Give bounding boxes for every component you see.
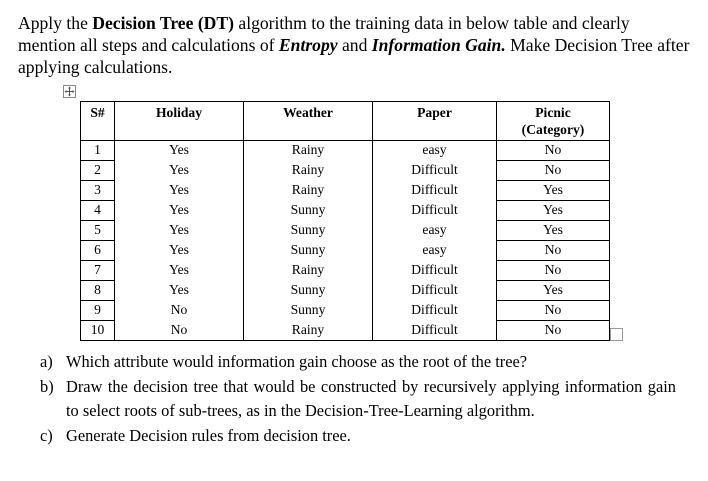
cell-category-text: Yes [543, 282, 563, 297]
cell-id-text: 2 [94, 162, 101, 177]
table-row [81, 281, 610, 301]
training-data-table [80, 101, 610, 341]
question-marker: a) [40, 352, 53, 371]
header-category-line2: (Category) [521, 122, 585, 137]
cell-holiday [115, 201, 244, 221]
cell-weather-text: Sunny [290, 221, 326, 237]
cell-weather-text: Sunny [290, 281, 326, 297]
header-category [497, 102, 610, 141]
cell-weather [244, 301, 373, 321]
table-row [81, 241, 610, 261]
cell-category [497, 141, 610, 161]
cell-category [497, 261, 610, 281]
cell-holiday-text: Yes [169, 181, 189, 197]
intro-text-4: Make Decision Tree after applying calculations. [18, 35, 690, 77]
header-category-line1: Picnic [535, 105, 571, 120]
cell-id [81, 181, 115, 201]
cell-weather-text: Sunny [290, 301, 326, 317]
cell-id [81, 201, 115, 221]
cell-weather-text: Sunny [290, 201, 326, 217]
question-item [40, 350, 676, 375]
cell-category-text: Yes [543, 222, 563, 237]
cell-paper [373, 161, 497, 181]
header-weather: Weather [244, 102, 373, 141]
move-cross-icon[interactable] [63, 85, 76, 98]
cell-id-text: 7 [94, 262, 101, 277]
cell-id [81, 261, 115, 281]
cell-id-text: 9 [94, 302, 101, 317]
cell-paper [373, 281, 497, 301]
cell-holiday-text: Yes [169, 201, 189, 217]
cell-weather [244, 221, 373, 241]
cell-weather [244, 261, 373, 281]
cell-holiday-text: Yes [169, 161, 189, 177]
cell-paper [373, 301, 497, 321]
cell-holiday-text: Yes [169, 261, 189, 277]
question-marker: c) [40, 425, 53, 445]
intro-text-2: algorithm to the training data in below table and clearly mention all steps and calculations of [18, 13, 630, 55]
cell-weather-text: Sunny [290, 241, 326, 257]
cell-weather-text: Rainy [291, 261, 325, 277]
cell-category-text: No [544, 142, 562, 157]
cell-holiday [115, 261, 244, 281]
cell-holiday-text: Yes [169, 281, 189, 297]
intro-text-3: and [337, 35, 372, 55]
cell-holiday [115, 241, 244, 261]
cell-holiday-text: Yes [169, 241, 189, 257]
cell-paper-text: easy [422, 142, 447, 157]
table-row [81, 141, 610, 161]
cell-id-text: 10 [90, 322, 105, 337]
intro-bold-dt: Decision Tree (DT) [92, 13, 234, 33]
cell-weather [244, 181, 373, 201]
cell-paper-text: Difficult [411, 161, 458, 177]
cell-paper-text: Difficult [411, 201, 458, 217]
cell-weather [244, 281, 373, 301]
cell-holiday [115, 321, 244, 341]
header-id: S# [81, 102, 115, 141]
cell-category-text: No [544, 242, 562, 257]
cell-holiday [115, 141, 244, 161]
cell-paper-text: Difficult [411, 261, 458, 277]
cell-paper-text: Difficult [411, 281, 458, 297]
cell-id [81, 161, 115, 181]
cell-category [497, 321, 610, 341]
cell-paper [373, 201, 497, 221]
table-row [81, 161, 610, 181]
cell-weather [244, 321, 373, 341]
cell-paper-text: Difficult [411, 321, 458, 337]
cell-paper [373, 141, 497, 161]
question-item [40, 424, 676, 449]
question-text: Draw the decision tree that would be constructed by recursively applying information gain to select roots of sub-trees, as in the Decision-Tree-Learning algorithm. [66, 376, 676, 420]
cell-category-text: No [544, 262, 562, 277]
cell-holiday [115, 301, 244, 321]
header-paper: Paper [373, 102, 497, 141]
cell-holiday-text: Yes [169, 221, 189, 237]
table-row [81, 301, 610, 321]
table-row [81, 201, 610, 221]
cell-id-text: 3 [94, 182, 101, 197]
cell-id-text: 1 [94, 142, 101, 157]
questions-list [40, 350, 676, 448]
cell-holiday [115, 161, 244, 181]
cell-id-text: 6 [94, 242, 101, 257]
cell-paper [373, 241, 497, 261]
cell-paper [373, 261, 497, 281]
table-row [81, 221, 610, 241]
table-row [81, 181, 610, 201]
table-row [81, 261, 610, 281]
checkbox-square-icon [610, 328, 623, 341]
question-item [40, 375, 676, 424]
question-text: Which attribute would information gain choose as the root of the tree? [66, 352, 528, 371]
cell-paper-text: easy [422, 221, 447, 237]
cell-holiday [115, 221, 244, 241]
intro-bold-entropy: Entropy [278, 35, 338, 55]
header-holiday: Holiday [115, 102, 244, 141]
cell-category [497, 181, 610, 201]
cell-id [81, 301, 115, 321]
cell-category-text: No [544, 302, 562, 317]
intro-text-1: Apply the [18, 13, 93, 33]
cell-id-text: 5 [94, 222, 101, 237]
cell-category-text: Yes [543, 182, 563, 197]
cell-weather-text: Rainy [291, 181, 325, 197]
cell-category [497, 201, 610, 221]
cell-id-text: 4 [94, 202, 101, 217]
cell-weather [244, 161, 373, 181]
cell-paper-text: Difficult [411, 181, 458, 197]
cell-weather [244, 201, 373, 221]
cell-weather [244, 141, 373, 161]
cell-category [497, 161, 610, 181]
cell-holiday-text: No [170, 301, 188, 317]
cell-category [497, 241, 610, 261]
table-row [81, 321, 610, 341]
cell-holiday-text: No [170, 321, 188, 337]
cell-id [81, 281, 115, 301]
table-header-row [81, 102, 610, 141]
cell-category-text: Yes [543, 202, 563, 217]
cell-holiday [115, 281, 244, 301]
cell-category [497, 221, 610, 241]
question-marker: b) [40, 376, 54, 396]
instructions-paragraph [18, 12, 690, 78]
cell-weather-text: Rainy [291, 161, 325, 177]
cell-id [81, 221, 115, 241]
cell-id [81, 141, 115, 161]
cell-weather [244, 241, 373, 261]
cell-category [497, 301, 610, 321]
intro-bold-info-gain: Information Gain. [371, 35, 506, 55]
cell-category-text: No [544, 322, 562, 337]
cell-weather-text: Rainy [291, 321, 325, 337]
cell-category [497, 281, 610, 301]
cell-paper [373, 181, 497, 201]
cell-holiday [115, 181, 244, 201]
cell-paper [373, 321, 497, 341]
cell-paper-text: Difficult [411, 301, 458, 317]
cell-id-text: 8 [94, 282, 101, 297]
cell-id [81, 241, 115, 261]
cell-weather-text: Rainy [291, 142, 325, 157]
cell-id [81, 321, 115, 341]
cell-paper [373, 221, 497, 241]
cell-holiday-text: Yes [169, 142, 189, 157]
question-text: Generate Decision rules from decision tree. [66, 425, 351, 445]
cell-category-text: No [544, 162, 562, 177]
cell-paper-text: easy [422, 241, 447, 257]
